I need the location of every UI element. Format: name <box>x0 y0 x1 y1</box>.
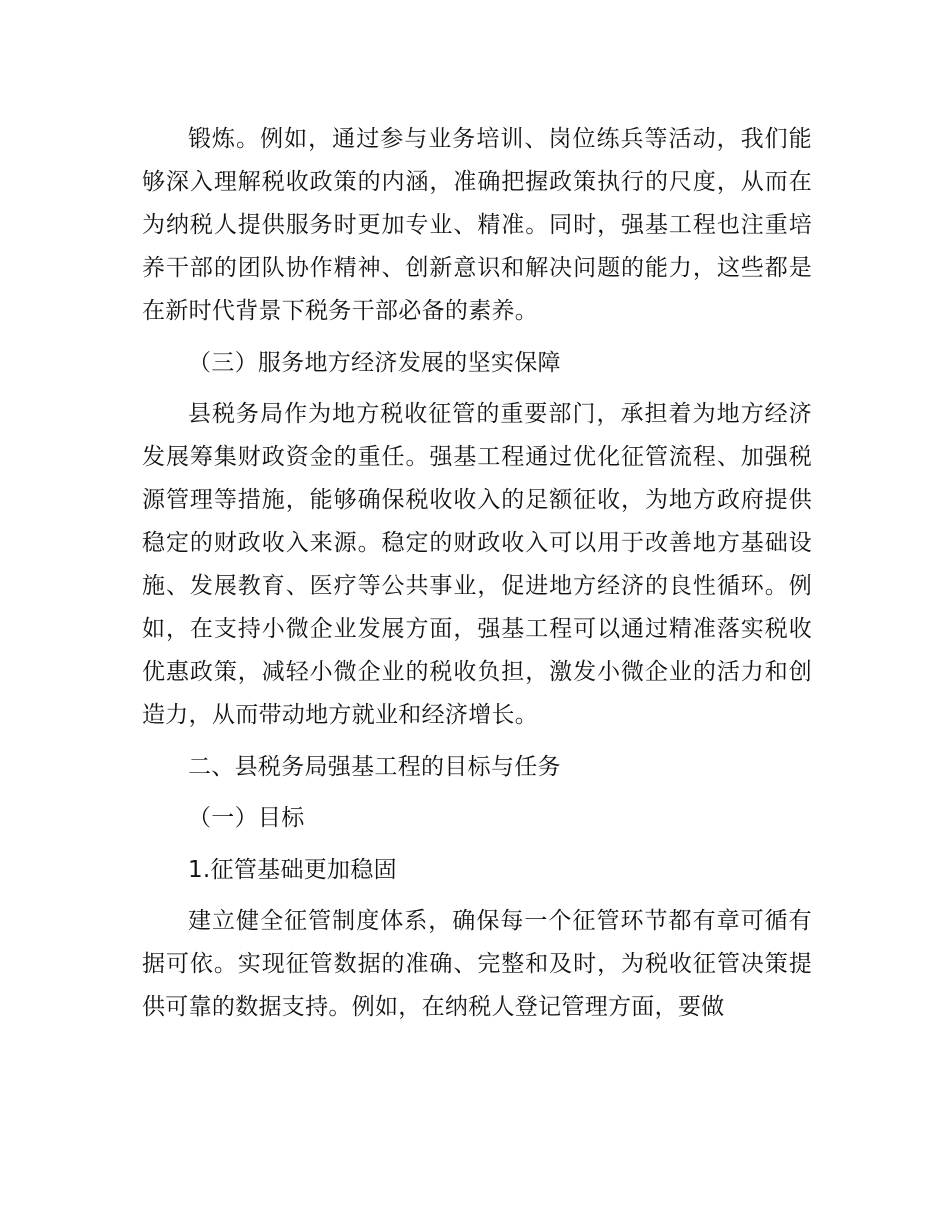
chapter-heading-goals-tasks: 二、县税务局强基工程的目标与任务 <box>188 753 561 780</box>
section-heading-local-economy: （三）服务地方经济发展的坚实保障 <box>188 349 561 376</box>
subsection-heading-collection-basis: 1.征管基础更加稳固 <box>188 856 397 883</box>
paragraph-local-economy: 县税务局作为地方税收征管的重要部门，承担着为地方经济发展筹集财政资金的重任。强基工程通过优化征管流程、加强税源管理等措施，能够确保税收收入的足额征收，为地方政府提供稳定的财政收入来源。稳定的财政收入可以用于改善地方基础设施、发展教育、医疗等公共事业，促进地方经济的良性循环。例如，在支持小微企业发展方面，强基工程可以通过精准落实税收优惠政策，减轻小微企业的税收负担，激发小微企业的活力和创造力，从而带动地方就业和经济增长。 <box>142 401 812 728</box>
paragraph-collection-system: 建立健全征管制度体系，确保每一个征管环节都有章可循有据可依。实现征管数据的准确、完整和及时，为税收征管决策提供可靠的数据支持。例如，在纳税人登记管理方面，要做 <box>142 908 812 1020</box>
paragraph-training: 锻炼。例如，通过参与业务培训、岗位练兵等活动，我们能够深入理解税收政策的内涵，准确把握政策执行的尺度，从而在为纳税人提供服务时更加专业、精准。同时，强基工程也注重培养干部的团队协作精神、创新意识和解决问题的能力，这些都是在新时代背景下税务干部必备的素养。 <box>142 126 812 324</box>
document-body <box>142 118 812 1038</box>
section-heading-goals: （一）目标 <box>188 805 305 831</box>
